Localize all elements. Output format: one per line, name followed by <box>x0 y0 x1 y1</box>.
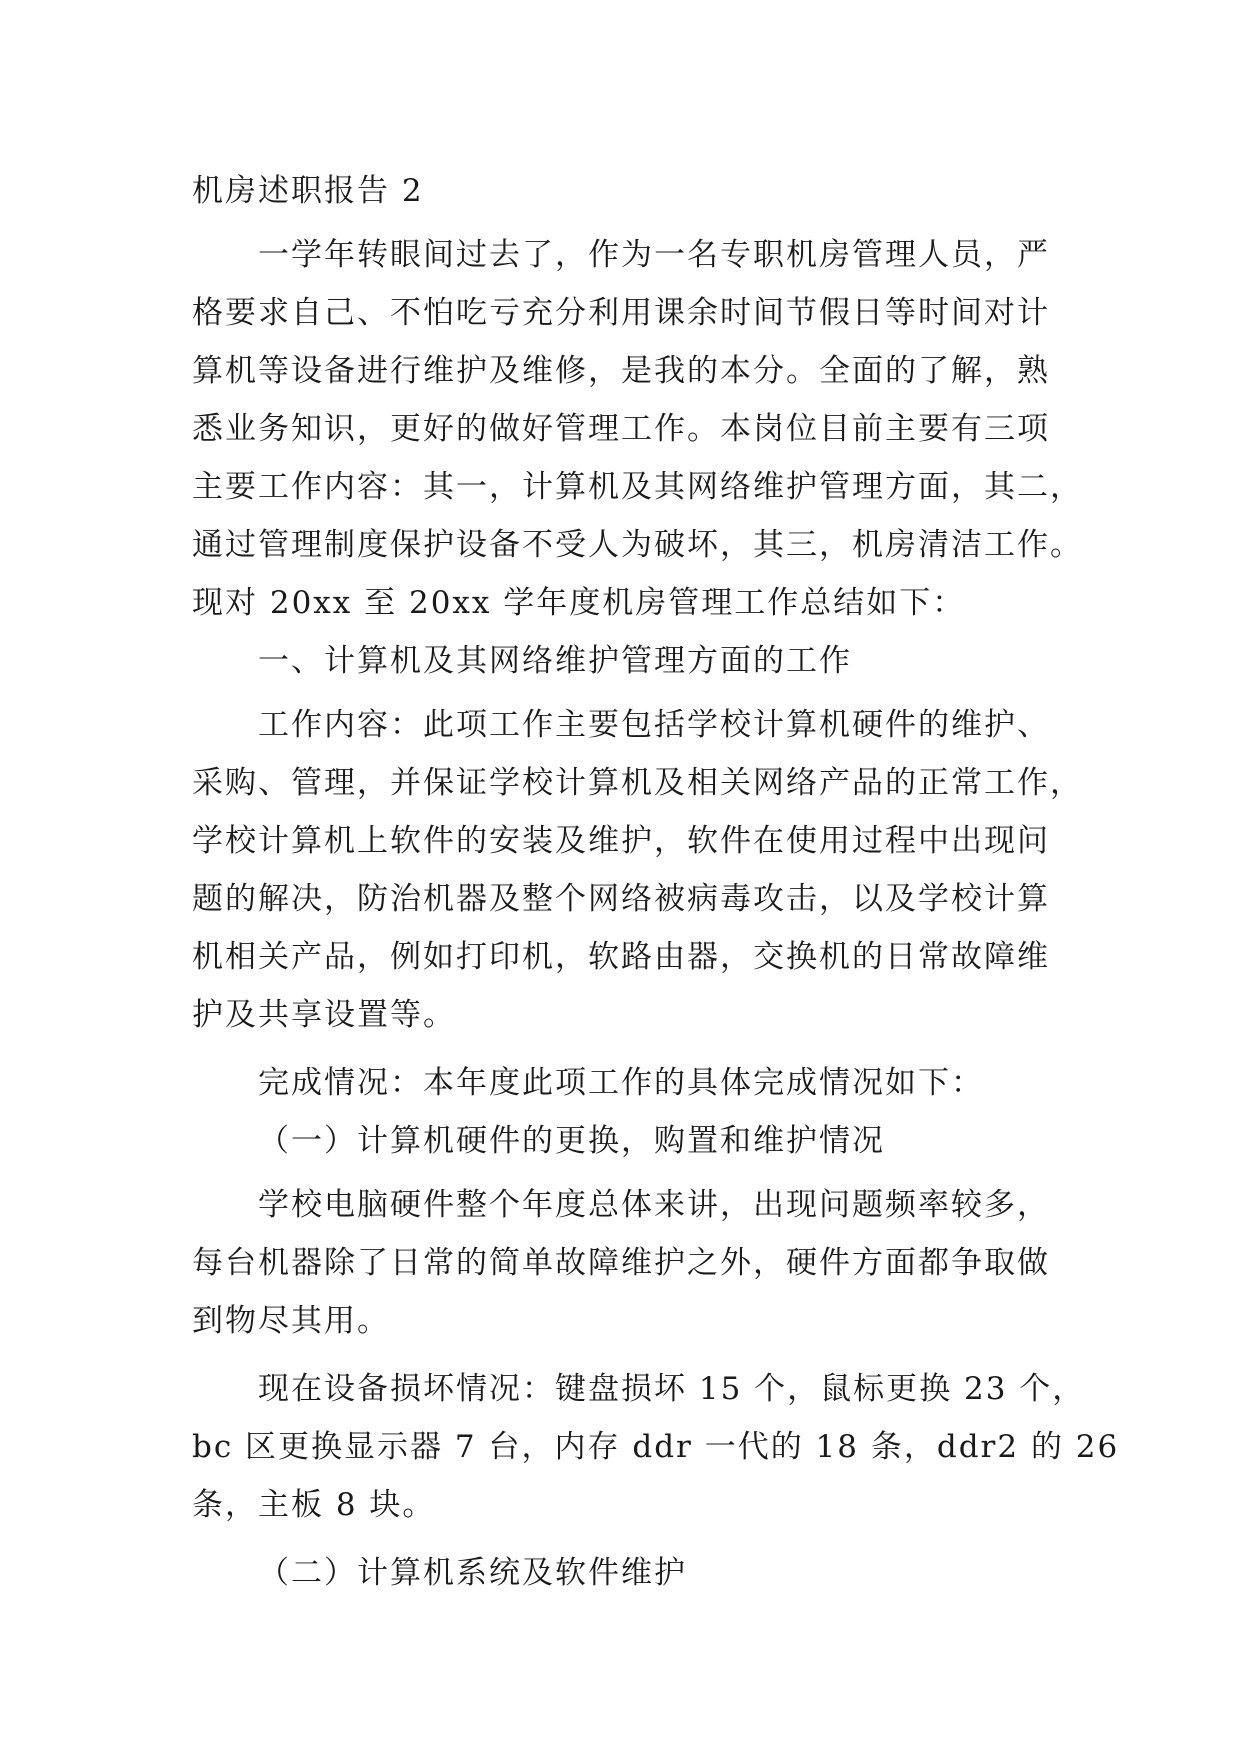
subsection-heading: （二）计算机系统及软件维护 <box>258 1555 687 1591</box>
paragraph-line: 悉业务知识，更好的做好管理工作。本岗位目前主要有三项 <box>192 411 1050 447</box>
paragraph-line: 机相关产品，例如打印机，软路由器，交换机的日常故障维 <box>192 939 1050 975</box>
paragraph-line: 现对 20xx 至 20xx 学年度机房管理工作总结如下： <box>192 585 966 621</box>
paragraph-line: 采购、管理，并保证学校计算机及相关网络产品的正常工作， <box>192 765 1083 801</box>
paragraph-line: 现在设备损坏情况：键盘损坏 15 个，鼠标更换 23 个， <box>258 1371 1086 1407</box>
paragraph-line: bc 区更换显示器 7 台，内存 ddr 一代的 18 条，ddr2 的 26 <box>192 1429 1120 1465</box>
paragraph-line: 学校电脑硬件整个年度总体来讲，出现问题频率较多， <box>258 1187 1050 1223</box>
paragraph-line: 通过管理制度保护设备不受人为破坏，其三，机房清洁工作。 <box>192 527 1083 563</box>
paragraph-line: 工作内容：此项工作主要包括学校计算机硬件的维护、 <box>258 707 1050 743</box>
section-heading: 一、计算机及其网络维护管理方面的工作 <box>258 643 852 679</box>
subsection-heading: （一）计算机硬件的更换，购置和维护情况 <box>258 1123 885 1159</box>
paragraph-line: 完成情况：本年度此项工作的具体完成情况如下： <box>258 1065 984 1101</box>
paragraph-line: 格要求自己、不怕吃亏充分利用课余时间节假日等时间对计 <box>192 295 1050 331</box>
paragraph-line: 学校计算机上软件的安装及维护，软件在使用过程中出现问 <box>192 823 1050 859</box>
paragraph-line: 算机等设备进行维护及维修，是我的本分。全面的了解，熟 <box>192 353 1050 389</box>
document-title: 机房述职报告 2 <box>192 173 424 209</box>
paragraph-line: 每台机器除了日常的简单故障维护之外，硬件方面都争取做 <box>192 1245 1050 1281</box>
paragraph-line: 护及共享设置等。 <box>192 997 456 1033</box>
paragraph-line: 到物尽其用。 <box>192 1303 390 1339</box>
paragraph-line: 题的解决，防治机器及整个网络被病毒攻击，以及学校计算 <box>192 881 1050 917</box>
paragraph-line: 主要工作内容：其一，计算机及其网络维护管理方面，其二， <box>192 469 1083 505</box>
paragraph-line: 一学年转眼间过去了，作为一名专职机房管理人员，严 <box>258 237 1050 273</box>
paragraph-line: 条，主板 8 块。 <box>192 1487 436 1523</box>
document-body <box>192 162 1120 1602</box>
